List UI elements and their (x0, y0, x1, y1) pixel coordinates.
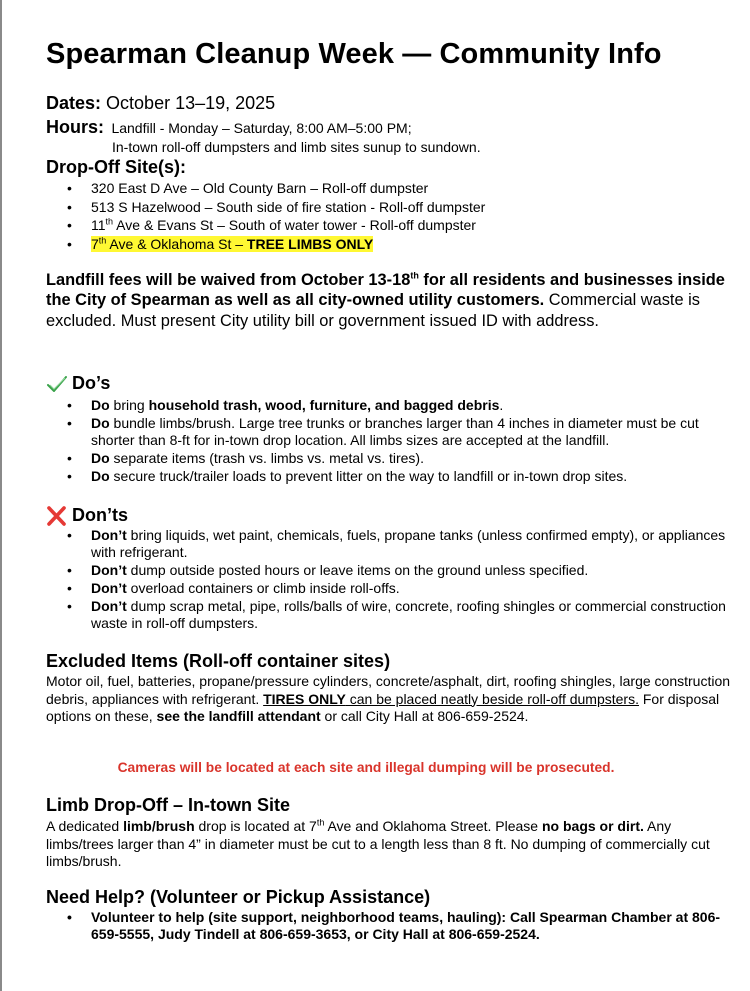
dropoff-heading: Drop-Off Site(s): (46, 157, 186, 177)
list-item (46, 180, 485, 199)
fee-waiver-paragraph (46, 270, 731, 331)
do-lead: Do (91, 450, 110, 466)
ordinal-suffix: th (316, 817, 325, 828)
bullet-dot-icon: • (67, 415, 72, 431)
do-text: secure truck/trailer loads to prevent litter on the way to landfill or in-town drop sites. (109, 468, 628, 484)
tires-only-label: TIRES ONLY (263, 690, 346, 707)
list-item (46, 397, 731, 414)
bullet-dot-icon: • (67, 580, 72, 596)
bullet-dot-icon: • (67, 236, 72, 253)
list-item (46, 527, 731, 561)
list-item (46, 199, 485, 218)
dates-label: Dates: (46, 93, 102, 113)
fee-bold-a: Landfill fees will be waived from October 13-18 (46, 271, 411, 289)
list-item (46, 562, 731, 579)
list-item (46, 236, 485, 255)
do-text: bundle limbs/brush. Large tree trunks or branches larger than 4 inches in diameter must be cut shorter than 8-ft for in-town drop location. All limbs sizes are accepted at the landfill. (91, 415, 699, 448)
do-lead: Do (91, 415, 110, 431)
tires-placement-note: can be placed neatly beside roll-off dumpsters. (345, 690, 639, 707)
dont-lead: Don’t (91, 527, 127, 543)
limb-text: Ave and Oklahoma Street. Please (324, 818, 542, 834)
list-item (46, 909, 731, 943)
help-text: Volunteer to help (site support, neighborhood teams, hauling): Call Spearman Chamber at 806-659-5555, Judy Tindell at 806-659-3653, or City Hall at 806-659-2524. (91, 909, 721, 942)
do-lead: Do (91, 397, 110, 413)
donts-heading (46, 505, 128, 526)
bullet-dot-icon: • (67, 562, 72, 578)
do-bold: household trash, wood, furniture, and bagged debris (148, 397, 500, 413)
do-text: separate items (trash vs. limbs vs. metal vs. tires). (109, 450, 424, 466)
bullet-dot-icon: • (67, 598, 72, 614)
page-title: Spearman Cleanup Week — Community Info (46, 38, 662, 70)
highlighted-site (91, 236, 373, 252)
dropoff-site-text: 320 East D Ave – Old County Barn – Roll-off dumpster (91, 180, 429, 196)
bullet-dot-icon: • (67, 468, 72, 484)
bullet-dot-icon: • (67, 180, 72, 196)
fee-normal: Commercial waste is excluded. Must present City utility bill or government issued ID with address. (46, 291, 700, 330)
do-lead: Do (91, 468, 110, 484)
ordinal-suffix: th (410, 270, 419, 281)
ordinal-suffix: th (98, 235, 107, 246)
list-item (46, 468, 731, 485)
hours-line-1: Landfill - Monday – Saturday, 8:00 AM–5:00 PM; (111, 120, 412, 136)
list-item (46, 415, 731, 449)
disposal-text: For disposal options on these, (46, 690, 720, 724)
list-item (46, 580, 731, 597)
landfill-attendant-text: see the landfill attendant (156, 708, 321, 724)
dropoff-site-number: 7 (91, 236, 99, 253)
donts-heading-label: Don’ts (72, 505, 128, 525)
dropoff-site-number: 11 (91, 217, 106, 234)
bullet-dot-icon: • (67, 909, 72, 925)
no-bags-bold: no bags or dirt. (541, 818, 644, 834)
limb-text: drop is located at 7 (194, 818, 317, 834)
do-text: bring (109, 397, 149, 413)
fee-bold-b: for all residents and businesses inside the City of Spearman as well as all city-owned utility customers. (46, 271, 725, 310)
list-item (46, 598, 731, 632)
dont-text: overload containers or climb inside roll-offs. (126, 580, 400, 596)
bullet-dot-icon: • (67, 217, 72, 234)
excluded-paragraph (46, 673, 731, 726)
do-post: . (499, 397, 504, 413)
page-edge (0, 0, 2, 991)
dont-text: dump scrap metal, pipe, rolls/balls of wire, concrete, roofing shingles or commercial construction waste in roll-off dumpsters. (91, 598, 726, 631)
hours-label: Hours: (46, 117, 104, 137)
dropoff-site-text: 513 S Hazelwood – South side of fire station - Roll-off dumpster (91, 198, 486, 215)
dont-lead: Don’t (91, 562, 127, 578)
help-list (46, 909, 731, 943)
bullet-dot-icon: • (67, 198, 72, 215)
hours-line-2: In-town roll-off dumpsters and limb sites sunup to sundown. (112, 139, 481, 155)
bullet-dot-icon: • (67, 450, 72, 466)
dropoff-site-text: Ave & Evans St – South of water tower - Roll-off dumpster (113, 217, 476, 234)
tree-limbs-only-label: TREE LIMBS ONLY (246, 236, 374, 253)
limb-text: A dedicated (46, 818, 124, 834)
excluded-heading: Excluded Items (Roll-off container sites) (46, 651, 391, 671)
bullet-dot-icon: • (67, 397, 72, 413)
bullet-dot-icon: • (67, 527, 72, 543)
dates-line (46, 93, 275, 114)
excluded-items-text: Motor oil, fuel, batteries, propane/pressure cylinders, concrete/asphalt, dirt, roofing shingles, large construction debris, appliances with refrigerant. (46, 673, 731, 707)
city-hall-text: or call City Hall at 806-659-2524. (320, 708, 529, 724)
cameras-warning: Cameras will be located at each site and illegal dumping will be prosecuted. (117, 760, 615, 775)
limb-paragraph (46, 818, 731, 871)
dont-text: bring liquids, wet paint, chemicals, fuels, propane tanks (unless confirmed empty), or appliances with refrigerant. (91, 527, 726, 560)
help-heading: Need Help? (Volunteer or Pickup Assistance) (46, 887, 431, 907)
hours-block (46, 117, 481, 155)
list-item (46, 450, 731, 467)
dropoff-list (46, 180, 485, 255)
cross-icon (46, 506, 68, 526)
limb-brush-bold: limb/brush (123, 818, 195, 834)
dos-heading-label: Do’s (72, 373, 111, 393)
ordinal-suffix: th (105, 216, 114, 227)
check-icon (46, 374, 68, 394)
dos-heading (46, 373, 110, 394)
dos-list (46, 397, 731, 486)
donts-list (46, 527, 731, 633)
dont-lead: Don’t (91, 598, 127, 614)
dropoff-site-text: Ave & Oklahoma St – (106, 236, 247, 253)
limb-text: Any limbs/trees larger than 4” in diameter must be cut to a length less than 8 ft. No dumping of commercially cut limbs/brush. (46, 818, 710, 869)
dates-value: October 13–19, 2025 (106, 93, 276, 113)
limb-heading: Limb Drop-Off – In-town Site (46, 795, 290, 815)
list-item (46, 217, 485, 236)
dont-lead: Don’t (91, 580, 127, 596)
dont-text: dump outside posted hours or leave items on the ground unless specified. (126, 562, 589, 578)
